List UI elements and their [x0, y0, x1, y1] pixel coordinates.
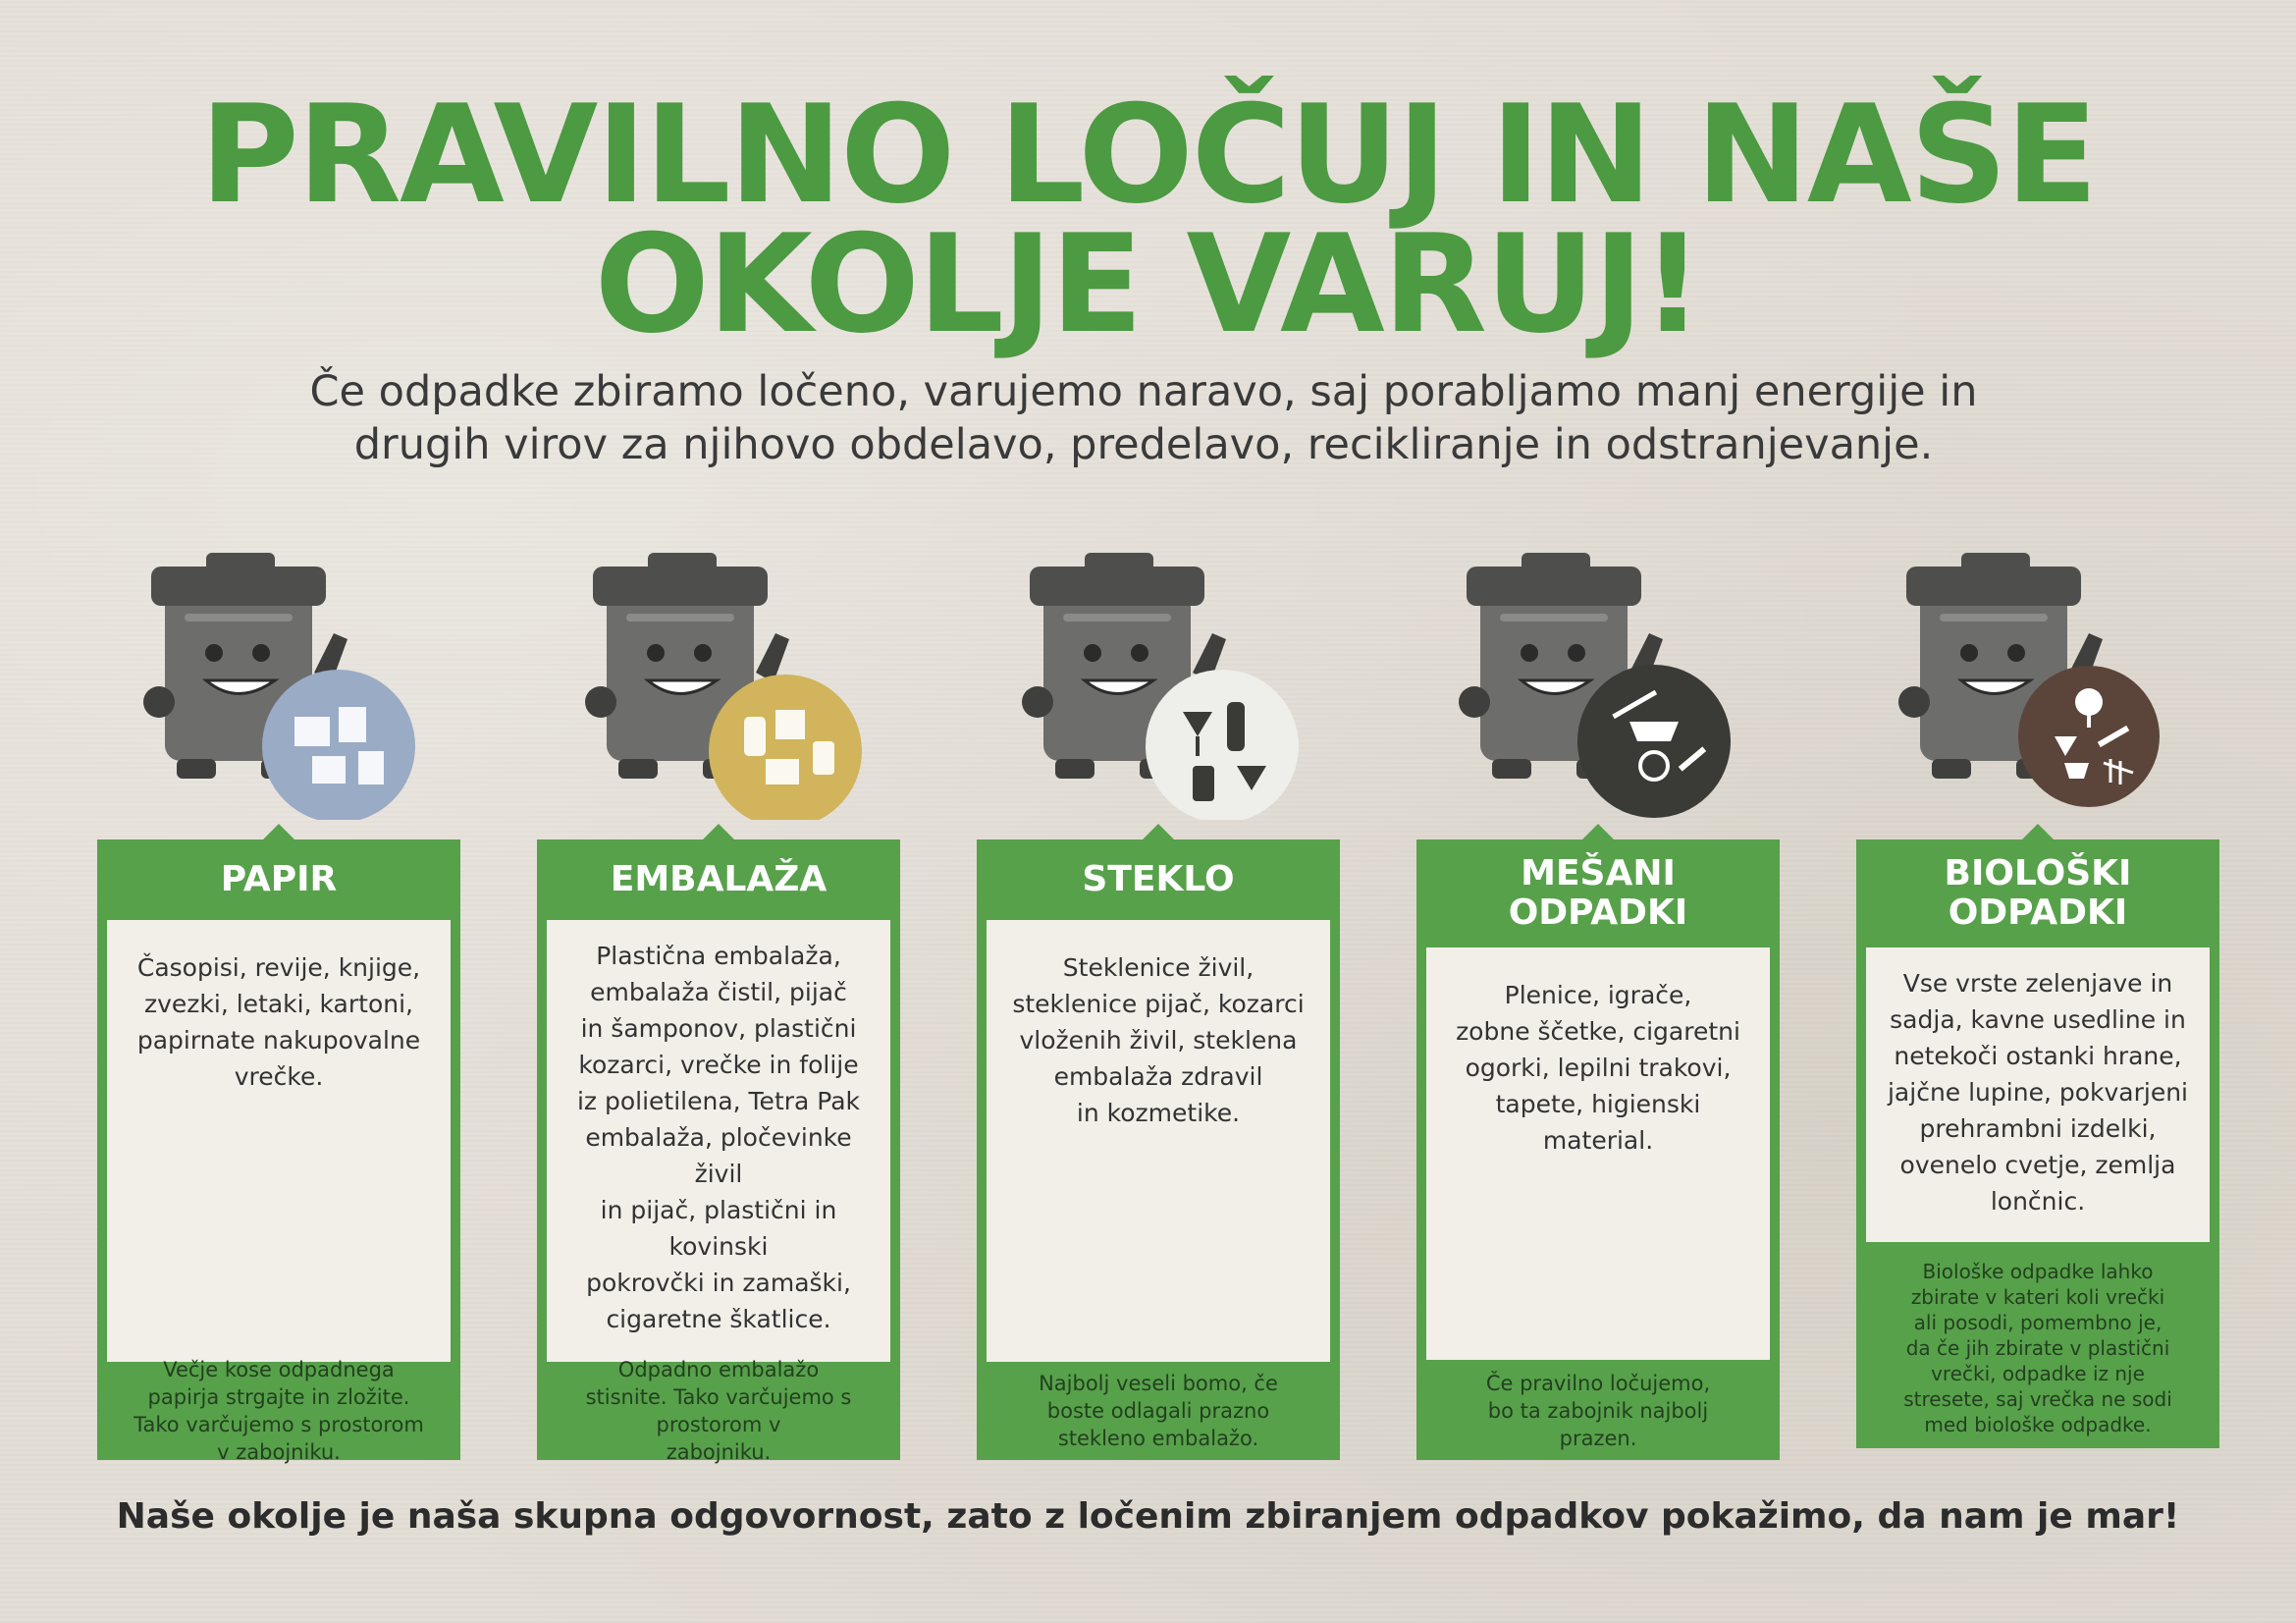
card-note-line: zabojniku. — [666, 1440, 772, 1464]
paper-waste-icon — [262, 670, 415, 820]
mixed-waste-icon — [1577, 665, 1731, 818]
card-note — [1416, 1362, 1780, 1460]
card-note-line: v zabojniku. — [217, 1440, 341, 1464]
card-body — [1426, 947, 1770, 1360]
card-note-line: Biološke odpadke lahko — [1922, 1259, 2154, 1283]
card-body-line: netekoči ostanki hrane, — [1894, 1042, 2182, 1070]
card-pointer — [1582, 824, 1614, 839]
title-line-1: PRAVILNO LOČUJ IN NAŠE — [199, 76, 2097, 234]
card-body-line: zobne ščetke, cigaretni — [1456, 1017, 1740, 1046]
card-body — [1866, 947, 2210, 1242]
card-body-line: pokrovčki in zamaški, — [586, 1269, 851, 1297]
title-line-2: OKOLJE VARUJ! — [594, 205, 1702, 363]
card-note-line: zbirate v kateri koli vrečki — [1910, 1284, 2165, 1309]
card-body-line: embalaža čistil, pijač — [590, 978, 847, 1006]
card-body-line: papirnate nakupovalne — [136, 1026, 421, 1055]
card-note-line: stisnite. Tako varčujemo s — [585, 1385, 852, 1409]
card-embalaza — [537, 839, 900, 1464]
card-pointer — [2022, 824, 2054, 839]
card-body-line: vloženih živil, steklena — [1019, 1026, 1298, 1055]
intro-line-1: Če odpadke zbiramo ločeno, varujemo naravo, saj porabljamo manj energije in — [309, 367, 1978, 416]
card-title-line: BIOLOŠKI — [1944, 853, 2132, 893]
card-title — [1856, 839, 2219, 947]
card-title: PAPIR — [220, 859, 338, 899]
card-body-line: Vse vrste zelenjave in — [1902, 969, 2173, 998]
card-body-line: steklenice pijač, kozarci — [1012, 990, 1305, 1018]
card-note — [97, 1358, 460, 1464]
card-mesani-odpadki — [1416, 839, 1780, 1460]
card-note-line: Večje kose odpadnega — [163, 1358, 395, 1381]
card-body — [107, 920, 451, 1362]
card-body-line: material. — [1542, 1126, 1654, 1155]
card-note-line: boste odlagali prazno — [1046, 1399, 1270, 1423]
card-note-line: papirja strgajte in zložite. — [147, 1385, 410, 1409]
card-body-line: in pijač, plastični in kovinski — [600, 1196, 837, 1261]
card-body-line: Plenice, igrače, — [1504, 981, 1692, 1009]
bin-mascot-mesani — [1453, 545, 1747, 820]
card-steklo — [977, 839, 1340, 1460]
bin-mascot-embalaza — [579, 545, 874, 820]
bin-mascot-bioloski — [1893, 545, 2187, 820]
card-title-line: MEŠANI — [1521, 853, 1676, 893]
card-note-line: vrečki, odpadke iz nje — [1931, 1361, 2145, 1385]
card-body — [547, 920, 890, 1362]
card-body-line: jajčne lupine, pokvarjeni — [1887, 1078, 2188, 1107]
card-body-line: prehrambni izdelki, — [1919, 1114, 2157, 1143]
card-pointer — [703, 824, 734, 839]
card-note-line: da če jih zbirate v plastični — [1905, 1335, 2170, 1360]
card-note-line: med biološke odpadke. — [1924, 1412, 2152, 1436]
card-body-line: ovenelo cvetje, zemlja — [1899, 1151, 2176, 1179]
card-note — [1856, 1247, 2219, 1448]
card-body-line: kozarci, vrečke in folije — [578, 1051, 859, 1079]
glass-waste-icon — [1146, 670, 1299, 820]
card-body-line: zvezki, letaki, kartoni, — [144, 990, 413, 1018]
card-body-line: sadja, kavne usedline in — [1890, 1005, 2186, 1034]
card-note-line: Tako varčujemo s prostorom — [133, 1413, 424, 1436]
card-note-line: prostorom v — [656, 1413, 781, 1436]
card-note-line: Najbolj veseli bomo, če — [1039, 1372, 1278, 1395]
card-pointer — [1143, 824, 1174, 839]
card-note-line: ali posodi, pomembno je, — [1913, 1310, 2163, 1334]
bio-waste-icon — [2018, 666, 2160, 807]
intro-text — [255, 365, 2032, 471]
card-title-line: ODPADKI — [1948, 893, 2128, 933]
card-body-line: Plastična embalaža, — [596, 942, 841, 970]
card-body-line: embalaža zdravil — [1053, 1062, 1263, 1091]
card-body-line: iz polietilena, Tetra Pak — [576, 1087, 861, 1115]
bin-mascot-steklo — [1016, 545, 1310, 820]
card-note-line: prazen. — [1559, 1427, 1637, 1450]
card-body-line: lončnic. — [1990, 1187, 2086, 1216]
card-body-line: Steklenice živil, — [1062, 953, 1255, 982]
card-title: EMBALAŽA — [610, 859, 828, 899]
card-body-line: cigaretne škatlice. — [606, 1305, 831, 1333]
bin-mascot-papir — [137, 545, 432, 820]
card-pointer — [263, 824, 294, 839]
card-body — [987, 920, 1330, 1362]
card-note-line: stekleno embalažo. — [1057, 1427, 1259, 1450]
card-body-line: in kozmetike. — [1076, 1099, 1241, 1127]
card-body-line: vrečke. — [234, 1062, 324, 1091]
card-body-line: tapete, higienski — [1495, 1090, 1701, 1118]
card-body-line: ogorki, lepilni trakovi, — [1465, 1054, 1732, 1082]
card-papir — [97, 839, 460, 1464]
page-title — [0, 76, 2296, 363]
footer-slogan: Naše okolje je naša skupna odgovornost, zato z ločenim zbiranjem odpadkov pokažimo, da nam je mar! — [116, 1496, 2180, 1537]
card-bioloski-odpadki — [1856, 839, 2219, 1448]
card-note-line: stresete, saj vrečka ne sodi — [1903, 1386, 2172, 1411]
card-body-line: in šamponov, plastični — [580, 1014, 857, 1043]
card-note — [977, 1362, 1340, 1460]
card-note-line: bo ta zabojnik najbolj — [1487, 1399, 1709, 1423]
card-note-line: Odpadno embalažo — [617, 1358, 820, 1381]
card-body-line: embalaža, pločevinke živil — [585, 1123, 852, 1188]
intro-line-2: drugih virov za njihovo obdelavo, predelavo, recikliranje in odstranjevanje. — [353, 420, 1934, 469]
card-body-line: Časopisi, revije, knjige, — [136, 953, 421, 982]
card-note-line: Če pravilno ločujemo, — [1485, 1372, 1711, 1395]
card-title: STEKLO — [1082, 859, 1235, 899]
card-title — [1416, 839, 1780, 947]
card-title-line: ODPADKI — [1508, 893, 1688, 933]
card-note — [537, 1358, 900, 1464]
